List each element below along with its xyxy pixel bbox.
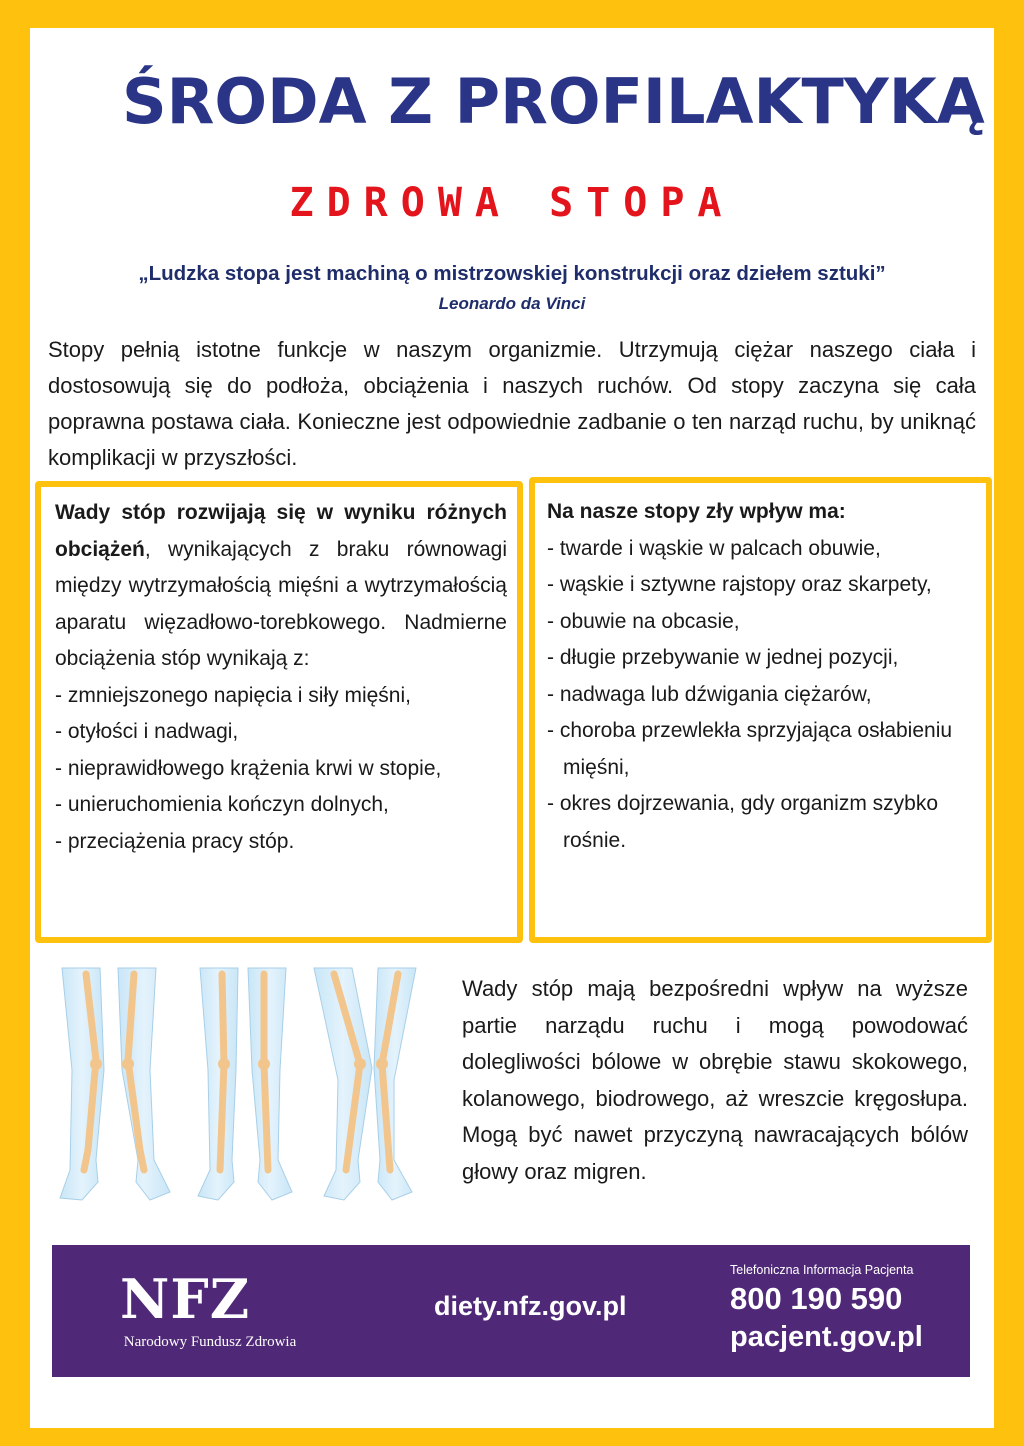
phone-label: Telefoniczna Informacja Pacjenta [730, 1263, 914, 1277]
causes-list-item: - unieruchomienia kończyn dolnych, [55, 793, 389, 816]
causes-text [55, 495, 507, 860]
bad-influence-item: - długie przebywanie w jednej pozycji, [547, 646, 899, 669]
nfz-logo: NFZ [120, 1267, 251, 1331]
phone-number[interactable]: 800 190 590 [730, 1281, 903, 1316]
bad-influence-item: - choroba przewlekła sprzyjająca osłabieniu mięśni, [547, 719, 953, 779]
bad-influence-box [529, 477, 992, 943]
poster-title: ZDROWA STOPA [289, 180, 735, 226]
bad-influence-item: - obuwie na obcasie, [547, 609, 740, 633]
causes-list-item: - otyłości i nadwagi, [55, 720, 239, 743]
footer-banner [52, 1245, 970, 1377]
quote-author: Leonardo da Vinci [438, 294, 586, 313]
causes-list-item: - przeciążenia pracy stóp. [55, 829, 295, 853]
straight-legs-figure [198, 968, 292, 1200]
quote-text: „Ludzka stopa jest machiną o mistrzowskiej konstrukcji oraz dziełem sztuki” [138, 262, 886, 285]
bad-influence-item: - okres dojrzewania, gdy organizm szybko rośnie. [547, 792, 939, 852]
causes-lead-rest: , wynikających z braku równowagi między wytrzymałością mięśni a wytrzymałością aparatu więzadłowo-torebkowego. Nadmierne obciążenia stóp wynikają z: [55, 537, 507, 670]
bad-influence-item: - nadwaga lub dźwigania ciężarów, [547, 682, 872, 706]
bad-influence-heading: Na nasze stopy zły wpływ ma: [547, 500, 846, 523]
diety-link[interactable]: diety.nfz.gov.pl [434, 1291, 627, 1321]
knock-knees-figure [314, 968, 416, 1200]
brand-logo [122, 52, 985, 152]
leg-alignment-illustration [52, 960, 438, 1215]
bad-influence-text [547, 494, 977, 859]
intro-paragraph: Stopy pełnią istotne funkcje w naszym organizmie. Utrzymują ciężar naszego ciała i dostosowują się do podłoża, obciążenia i naszych ruchów. Od stopy zaczyna się cała poprawna postawa ciała. Konieczne jest odpowiednie zadbanie o ten narząd ruchu, by uniknąć komplikacji w przyszłości. [48, 337, 976, 470]
nfz-org-name: Narodowy Fundusz Zdrowia [123, 1334, 297, 1350]
bad-influence-item: - wąskie i sztywne rajstopy oraz skarpety, [547, 573, 932, 596]
causes-list-item: - zmniejszonego napięcia i siły mięśni, [55, 683, 411, 707]
pacjent-link[interactable]: pacjent.gov.pl [730, 1321, 923, 1353]
causes-box [35, 481, 523, 943]
causes-lead-bold: Wady stóp rozwijają się w wyniku różnych obciążeń [55, 501, 507, 561]
brand-text: ŚRODA Z PROFILAKTYKĄ [122, 65, 985, 138]
effects-paragraph: Wady stóp mają bezpośredni wpływ na wyższe partie narządu ruchu i mogą powodować dolegliwości bólowe w obrębie stawu skokowego, kolanowego, biodrowego, aż wreszcie kręgosłupa. Mogą być nawet przyczyną nawracających bólów głowy oraz migren. [462, 976, 968, 1184]
bad-influence-item: - twarde i wąskie w palcach obuwie, [547, 536, 881, 560]
causes-list-item: - nieprawidłowego krążenia krwi w stopie, [55, 756, 442, 780]
bow-legs-figure [60, 968, 170, 1200]
